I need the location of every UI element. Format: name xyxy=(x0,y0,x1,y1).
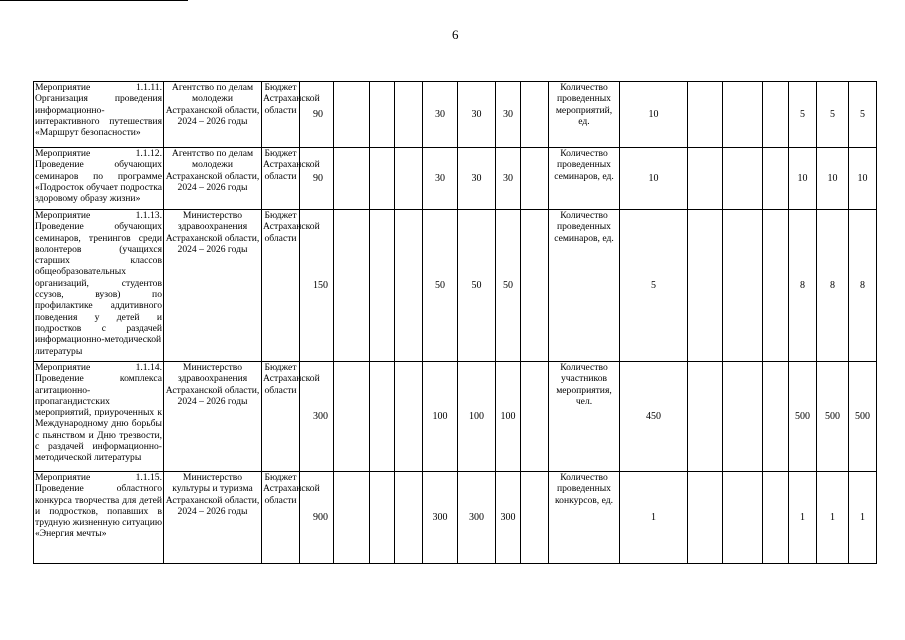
empty-cell xyxy=(395,472,423,564)
value-2025-cell: 10 xyxy=(817,148,849,210)
page-number: 6 xyxy=(452,27,459,42)
empty-cell xyxy=(723,82,763,148)
year-2024-cell: 300 xyxy=(423,472,458,564)
indicator-cell: Количество проведенных мероприятий, ед. xyxy=(549,82,620,148)
total-cell: 300 xyxy=(300,362,334,472)
total-cell: 90 xyxy=(300,82,334,148)
total-cell: 150 xyxy=(300,210,334,362)
empty-cell xyxy=(334,82,370,148)
year-2024-cell: 50 xyxy=(423,210,458,362)
empty-cell xyxy=(370,210,395,362)
indicator-cell: Количество проведенных семинаров, ед. xyxy=(549,210,620,362)
year-2025-cell: 30 xyxy=(458,82,496,148)
empty-cell xyxy=(521,148,549,210)
year-2026-cell: 100 xyxy=(496,362,521,472)
value-2024-cell: 8 xyxy=(789,210,817,362)
base-value-cell: 10 xyxy=(620,148,688,210)
empty-cell xyxy=(763,362,789,472)
empty-cell xyxy=(723,362,763,472)
value-2025-cell: 500 xyxy=(817,362,849,472)
year-2026-cell: 50 xyxy=(496,210,521,362)
empty-cell xyxy=(723,210,763,362)
table-row xyxy=(34,210,877,362)
executor-cell: Министерство здравоохранения Астраханской области, 2024 – 2026 годы xyxy=(164,210,262,362)
executor-cell: Министерство культуры и туризма Астраханской области, 2024 – 2026 годы xyxy=(164,472,262,564)
empty-cell xyxy=(688,472,723,564)
empty-cell xyxy=(688,148,723,210)
empty-cell xyxy=(688,210,723,362)
value-2024-cell: 1 xyxy=(789,472,817,564)
empty-cell xyxy=(395,362,423,472)
activity-name-cell: Мероприятие 1.1.14. Проведение комплекса агитационно-пропагандистских мероприятий, приуроченных к Международному дню борьбы с пьянством и Дню трезвости, с раздачей информационно-методической литературы xyxy=(34,362,164,472)
activity-name-cell: Мероприятие 1.1.13. Проведение обучающих семинаров, тренингов среди волонтеров (учащихся старших классов общеобразовательных организаций, студентов ссузов, вузов) по профилактике аддитивного поведения у детей и подростков с раздачей информационно-методической литературы xyxy=(34,210,164,362)
indicator-cell: Количество проведенных конкурсов, ед. xyxy=(549,472,620,564)
empty-cell xyxy=(723,472,763,564)
empty-cell xyxy=(370,472,395,564)
year-2026-cell: 300 xyxy=(496,472,521,564)
table-row xyxy=(34,362,877,472)
year-2026-cell: 30 xyxy=(496,148,521,210)
activity-name-cell: Мероприятие 1.1.12. Проведение обучающих семинаров по программе «Подросток обучает подростка здоровому образу жизни» xyxy=(34,148,164,210)
value-2024-cell: 500 xyxy=(789,362,817,472)
funding-source-cell: Бюджет Астраханской области xyxy=(262,148,300,210)
executor-cell: Министерство здравоохранения Астраханской области, 2024 – 2026 годы xyxy=(164,362,262,472)
year-2025-cell: 300 xyxy=(458,472,496,564)
value-2025-cell: 1 xyxy=(817,472,849,564)
base-value-cell: 5 xyxy=(620,210,688,362)
year-2025-cell: 30 xyxy=(458,148,496,210)
empty-cell xyxy=(763,472,789,564)
empty-cell xyxy=(763,148,789,210)
activities-table xyxy=(33,81,877,564)
value-2025-cell: 5 xyxy=(817,82,849,148)
indicator-cell: Количество проведенных семинаров, ед. xyxy=(549,148,620,210)
value-2026-cell: 500 xyxy=(849,362,877,472)
year-2024-cell: 30 xyxy=(423,82,458,148)
total-cell: 90 xyxy=(300,148,334,210)
empty-cell xyxy=(763,82,789,148)
empty-cell xyxy=(521,362,549,472)
year-2025-cell: 100 xyxy=(458,362,496,472)
empty-cell xyxy=(521,82,549,148)
value-2026-cell: 5 xyxy=(849,82,877,148)
value-2024-cell: 5 xyxy=(789,82,817,148)
empty-cell xyxy=(395,210,423,362)
year-2026-cell: 30 xyxy=(496,82,521,148)
year-2024-cell: 30 xyxy=(423,148,458,210)
funding-source-cell: Бюджет Астраханской области xyxy=(262,472,300,564)
table-row xyxy=(34,82,877,148)
table-row xyxy=(34,148,877,210)
value-2025-cell: 8 xyxy=(817,210,849,362)
total-cell: 900 xyxy=(300,472,334,564)
year-2025-cell: 50 xyxy=(458,210,496,362)
funding-source-cell: Бюджет Астраханской области xyxy=(262,210,300,362)
empty-cell xyxy=(334,362,370,472)
value-2024-cell: 10 xyxy=(789,148,817,210)
base-value-cell: 10 xyxy=(620,82,688,148)
empty-cell xyxy=(688,362,723,472)
empty-cell xyxy=(723,148,763,210)
table-row xyxy=(34,472,877,564)
empty-cell xyxy=(370,82,395,148)
year-2024-cell: 100 xyxy=(423,362,458,472)
empty-cell xyxy=(370,362,395,472)
empty-cell xyxy=(334,148,370,210)
funding-source-cell: Бюджет Астраханской области xyxy=(262,82,300,148)
empty-cell xyxy=(521,472,549,564)
indicator-cell: Количество участников мероприятия, чел. xyxy=(549,362,620,472)
base-value-cell: 1 xyxy=(620,472,688,564)
empty-cell xyxy=(334,210,370,362)
executor-cell: Агентство по делам молодежи Астраханской области, 2024 – 2026 годы xyxy=(164,82,262,148)
value-2026-cell: 1 xyxy=(849,472,877,564)
empty-cell xyxy=(688,82,723,148)
empty-cell xyxy=(521,210,549,362)
empty-cell xyxy=(334,472,370,564)
empty-cell xyxy=(395,82,423,148)
empty-cell xyxy=(370,148,395,210)
empty-cell xyxy=(395,148,423,210)
value-2026-cell: 8 xyxy=(849,210,877,362)
empty-cell xyxy=(763,210,789,362)
top-rule xyxy=(0,0,188,1)
activity-name-cell: Мероприятие 1.1.11. Организация проведения информационно-интерактивного путешествия «Маршрут безопасности» xyxy=(34,82,164,148)
funding-source-cell: Бюджет Астраханской области xyxy=(262,362,300,472)
base-value-cell: 450 xyxy=(620,362,688,472)
executor-cell: Агентство по делам молодежи Астраханской области, 2024 – 2026 годы xyxy=(164,148,262,210)
activity-name-cell: Мероприятие 1.1.15. Проведение областного конкурса творчества для детей и подростков, попавших в трудную жизненную ситуацию «Энергия мечты» xyxy=(34,472,164,564)
value-2026-cell: 10 xyxy=(849,148,877,210)
